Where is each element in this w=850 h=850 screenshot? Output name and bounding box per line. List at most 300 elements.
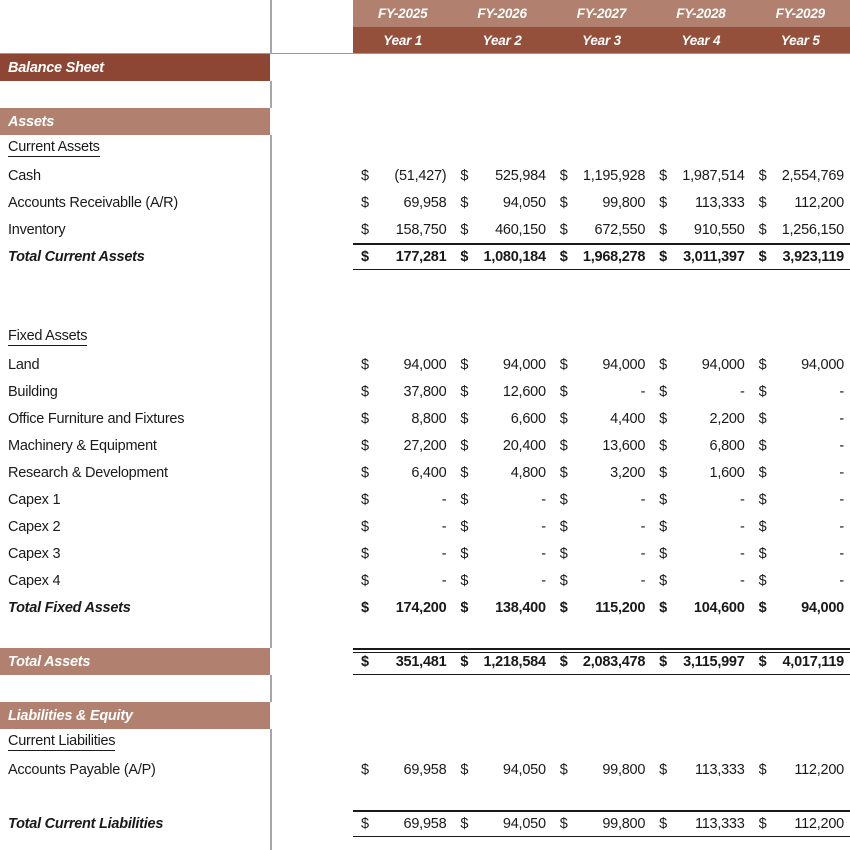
row-label-empty [0, 783, 270, 810]
value-text: 138,400 [495, 599, 546, 616]
value-cell [452, 189, 551, 216]
value-text: 1,195,928 [582, 167, 646, 184]
value-text: 6,800 [709, 437, 745, 454]
value-text: 4,400 [610, 410, 646, 427]
currency-symbol: $ [659, 248, 667, 265]
value-text: - [441, 491, 447, 508]
value-text: 3,011,397 [683, 248, 745, 265]
value-text: 351,481 [395, 653, 447, 670]
value-cell [452, 540, 551, 567]
currency-symbol: $ [460, 518, 469, 535]
row-values-empty [270, 81, 850, 108]
header-fy-5: FY-2029 [751, 0, 850, 27]
row-label-empty [0, 81, 270, 108]
value-text: 113,333 [694, 815, 745, 832]
value-cell [452, 351, 551, 378]
currency-symbol: $ [559, 194, 568, 211]
value-text: 99,800 [602, 815, 646, 832]
row-label [0, 135, 270, 162]
value-cell [353, 648, 452, 675]
row-values-empty [270, 729, 850, 756]
header-fy-1: FY-2025 [353, 0, 452, 27]
value-text: - [839, 383, 844, 400]
row-values [270, 486, 850, 513]
row-values-empty [270, 270, 850, 297]
banner-balance-sheet [0, 54, 850, 81]
value-cell [452, 648, 551, 675]
value-text: - [739, 545, 745, 562]
value-cell [751, 567, 850, 594]
row-label-text: Total Assets [8, 653, 91, 670]
currency-symbol: $ [361, 221, 369, 238]
row-label [0, 189, 270, 216]
row-values [270, 594, 850, 621]
row-fixed-asset [0, 351, 850, 378]
currency-symbol: $ [659, 653, 667, 670]
row-label-text: Inventory [8, 221, 66, 238]
value-text: 6,600 [510, 410, 546, 427]
currency-symbol: $ [460, 653, 469, 670]
row-values [270, 189, 850, 216]
row-values [270, 378, 850, 405]
value-text: 6,400 [411, 464, 447, 481]
currency-symbol: $ [361, 248, 369, 265]
heading-current-liabilities [0, 729, 850, 756]
value-text: 69,958 [403, 761, 447, 778]
value-cell [651, 405, 750, 432]
value-cell [751, 540, 850, 567]
value-cell [452, 459, 551, 486]
value-cell [751, 432, 850, 459]
value-cell [353, 567, 452, 594]
value-cell [751, 189, 850, 216]
currency-symbol: $ [659, 464, 667, 481]
currency-symbol: $ [559, 383, 568, 400]
row-fixed-asset [0, 540, 850, 567]
row-label [0, 162, 270, 189]
value-text: 1,218,584 [483, 653, 546, 670]
value-cell [552, 513, 651, 540]
currency-symbol: $ [361, 464, 369, 481]
currency-symbol: $ [460, 437, 469, 454]
currency-symbol: $ [758, 167, 767, 184]
currency-symbol: $ [659, 572, 667, 589]
row-label-text: Assets [8, 113, 55, 130]
value-text: 94,050 [502, 815, 546, 832]
value-cell [751, 216, 850, 243]
row-values [270, 243, 850, 270]
value-cell [353, 162, 452, 189]
row-values-empty [270, 324, 850, 351]
value-cell [651, 486, 750, 513]
value-text: - [839, 437, 844, 454]
row-label [0, 405, 270, 432]
value-cell [353, 189, 452, 216]
row-current-liability [0, 756, 850, 783]
currency-symbol: $ [659, 167, 667, 184]
value-text: 104,600 [693, 599, 745, 616]
spacer-row [0, 675, 850, 702]
row-label [0, 702, 270, 729]
value-cell [651, 243, 750, 270]
currency-symbol: $ [758, 437, 767, 454]
value-text: (51,427) [394, 167, 447, 184]
currency-symbol: $ [758, 194, 767, 211]
value-cell [452, 567, 551, 594]
value-cell [751, 648, 850, 675]
value-text: 1,968,278 [582, 248, 646, 265]
heading-fixed-assets [0, 324, 850, 351]
currency-symbol: $ [659, 599, 667, 616]
value-cell [751, 810, 850, 837]
row-label [0, 810, 270, 837]
value-cell [353, 513, 452, 540]
value-cell [452, 486, 551, 513]
row-label [0, 378, 270, 405]
row-values-empty [270, 783, 850, 810]
value-text: - [640, 545, 646, 562]
value-text: 69,958 [403, 815, 447, 832]
row-values [270, 216, 850, 243]
row-total-fixed-assets [0, 594, 850, 621]
value-cell [552, 162, 651, 189]
value-cell [552, 594, 651, 621]
currency-symbol: $ [361, 383, 369, 400]
currency-symbol: $ [361, 572, 369, 589]
value-cell [353, 405, 452, 432]
sheet-rows [0, 54, 850, 837]
value-text: 1,987,514 [682, 167, 745, 184]
value-cell [751, 594, 850, 621]
currency-symbol: $ [758, 572, 767, 589]
value-text: 3,923,119 [782, 248, 844, 265]
value-text: 69,958 [403, 194, 447, 211]
header-fy-3: FY-2027 [552, 0, 651, 27]
value-text: 4,017,119 [782, 653, 844, 670]
row-label-text: Capex 2 [8, 518, 61, 535]
value-cell [751, 513, 850, 540]
value-cell [651, 459, 750, 486]
value-cell [452, 594, 551, 621]
value-text: - [739, 572, 745, 589]
value-cell [452, 243, 551, 270]
value-cell [353, 594, 452, 621]
row-label [0, 540, 270, 567]
value-text: 113,333 [694, 761, 745, 778]
row-values-empty [270, 675, 850, 702]
value-text: 12,600 [502, 383, 546, 400]
value-text: - [441, 572, 447, 589]
value-cell [651, 540, 750, 567]
value-text: 1,080,184 [483, 248, 546, 265]
currency-symbol: $ [559, 410, 568, 427]
value-cell [751, 162, 850, 189]
currency-symbol: $ [659, 815, 667, 832]
value-cell [552, 648, 651, 675]
column-header-band [0, 0, 850, 54]
period-header-grid [353, 0, 850, 54]
currency-symbol: $ [361, 815, 369, 832]
currency-symbol: $ [460, 464, 469, 481]
value-cell [552, 540, 651, 567]
row-label-text: Balance Sheet [8, 59, 104, 76]
row-values-empty [270, 621, 850, 648]
currency-symbol: $ [758, 383, 767, 400]
value-cell [651, 432, 750, 459]
currency-symbol: $ [460, 545, 469, 562]
value-text: 94,000 [801, 599, 844, 616]
value-text: - [640, 383, 646, 400]
value-cell [452, 405, 551, 432]
value-cell [452, 810, 551, 837]
currency-symbol: $ [659, 194, 667, 211]
value-text: - [441, 545, 447, 562]
spacer-row [0, 270, 850, 297]
currency-symbol: $ [659, 545, 667, 562]
value-text: 113,333 [694, 194, 745, 211]
value-cell [552, 432, 651, 459]
value-text: - [739, 491, 745, 508]
value-text: 174,200 [395, 599, 447, 616]
currency-symbol: $ [460, 248, 469, 265]
row-label [0, 648, 270, 675]
value-text: 2,554,769 [781, 167, 844, 184]
spacer-row [0, 297, 850, 324]
row-label [0, 54, 270, 81]
row-values [270, 432, 850, 459]
currency-symbol: $ [559, 599, 568, 616]
header-fy-2: FY-2026 [452, 0, 551, 27]
row-values-empty [270, 54, 850, 81]
currency-symbol: $ [758, 221, 767, 238]
row-label-text: Capex 1 [8, 491, 61, 508]
row-current-asset [0, 162, 850, 189]
value-text: 1,256,150 [781, 221, 844, 238]
row-label-empty [0, 675, 270, 702]
row-label-text: Accounts Receivablle (A/R) [8, 194, 178, 211]
value-cell [353, 243, 452, 270]
row-label-text: Total Fixed Assets [8, 599, 131, 616]
header-year-1: Year 1 [353, 27, 452, 54]
value-text: 94,000 [502, 356, 546, 373]
spacer-row [0, 81, 850, 108]
value-text: 115,200 [595, 599, 646, 616]
currency-symbol: $ [361, 761, 369, 778]
row-label-text: Accounts Payable (A/P) [8, 761, 156, 778]
row-label-text: Cash [8, 167, 41, 184]
value-text: - [839, 518, 844, 535]
value-cell [452, 162, 551, 189]
value-cell [751, 756, 850, 783]
currency-symbol: $ [659, 410, 667, 427]
value-cell [353, 459, 452, 486]
value-cell [552, 486, 651, 513]
row-label [0, 459, 270, 486]
row-label-text: Current Assets [8, 139, 100, 156]
value-cell [353, 216, 452, 243]
value-text: - [839, 491, 844, 508]
row-label [0, 324, 270, 351]
value-text: - [839, 572, 844, 589]
row-label-text: Liabilities & Equity [8, 707, 133, 724]
row-label-empty [0, 270, 270, 297]
value-cell [552, 351, 651, 378]
value-text: 13,600 [602, 437, 646, 454]
row-label [0, 756, 270, 783]
value-cell [353, 378, 452, 405]
row-label-text: Total Current Assets [8, 248, 145, 265]
header-year-2: Year 2 [452, 27, 551, 54]
row-total-current-assets [0, 243, 850, 270]
value-text: 112,200 [794, 194, 844, 211]
currency-symbol: $ [361, 167, 369, 184]
currency-symbol: $ [758, 464, 767, 481]
row-label-text: Building [8, 383, 58, 400]
value-text: 2,200 [709, 410, 745, 427]
currency-symbol: $ [361, 491, 369, 508]
value-cell [353, 756, 452, 783]
currency-symbol: $ [559, 437, 568, 454]
value-text: 94,050 [502, 761, 546, 778]
row-fixed-asset [0, 459, 850, 486]
currency-symbol: $ [460, 221, 469, 238]
row-values [270, 810, 850, 837]
currency-symbol: $ [460, 761, 469, 778]
currency-symbol: $ [559, 572, 568, 589]
row-label-text: Office Furniture and Fixtures [8, 410, 185, 427]
row-label-text: Research & Development [8, 464, 168, 481]
row-label-text: Current Liabilities [8, 733, 116, 750]
value-text: 177,281 [395, 248, 447, 265]
value-cell [552, 567, 651, 594]
value-cell [353, 540, 452, 567]
currency-symbol: $ [758, 653, 767, 670]
value-cell [651, 162, 750, 189]
currency-symbol: $ [460, 572, 469, 589]
row-label [0, 432, 270, 459]
value-cell [452, 378, 551, 405]
value-text: 1,600 [709, 464, 745, 481]
value-text: 672,550 [594, 221, 646, 238]
value-text: - [839, 545, 844, 562]
currency-symbol: $ [659, 383, 667, 400]
value-text: - [640, 518, 646, 535]
currency-symbol: $ [361, 356, 369, 373]
currency-symbol: $ [460, 599, 469, 616]
row-total-current-liabilities [0, 810, 850, 837]
currency-symbol: $ [559, 491, 568, 508]
row-label [0, 243, 270, 270]
row-label [0, 108, 270, 135]
row-fixed-asset [0, 567, 850, 594]
row-values [270, 756, 850, 783]
value-text: 3,115,997 [683, 653, 745, 670]
value-text: 158,750 [395, 221, 447, 238]
value-cell [751, 486, 850, 513]
currency-symbol: $ [659, 491, 667, 508]
row-fixed-asset [0, 513, 850, 540]
currency-symbol: $ [361, 599, 369, 616]
currency-symbol: $ [758, 356, 767, 373]
row-label [0, 729, 270, 756]
currency-symbol: $ [559, 653, 568, 670]
row-values-empty [270, 297, 850, 324]
value-text: - [839, 464, 844, 481]
value-text: - [541, 545, 546, 562]
row-label-text: Capex 4 [8, 572, 61, 589]
currency-symbol: $ [659, 437, 667, 454]
currency-symbol: $ [758, 518, 767, 535]
heading-current-assets [0, 135, 850, 162]
value-text: - [441, 518, 447, 535]
row-label [0, 594, 270, 621]
value-cell [552, 243, 651, 270]
value-text: - [640, 572, 646, 589]
currency-symbol: $ [758, 761, 767, 778]
currency-symbol: $ [559, 356, 568, 373]
value-text: - [541, 518, 546, 535]
currency-symbol: $ [758, 248, 767, 265]
currency-symbol: $ [460, 491, 469, 508]
value-cell [552, 405, 651, 432]
currency-symbol: $ [361, 437, 369, 454]
value-text: 910,550 [693, 221, 745, 238]
row-bottom-rule [353, 836, 850, 838]
header-year-5: Year 5 [751, 27, 850, 54]
currency-symbol: $ [559, 815, 568, 832]
value-text: - [739, 518, 745, 535]
value-cell [751, 243, 850, 270]
value-text: 112,200 [794, 815, 844, 832]
currency-symbol: $ [361, 545, 369, 562]
value-text: 99,800 [602, 761, 646, 778]
currency-symbol: $ [659, 761, 667, 778]
spacer-row [0, 621, 850, 648]
value-cell [651, 567, 750, 594]
row-fixed-asset [0, 486, 850, 513]
value-cell [552, 459, 651, 486]
value-cell [651, 378, 750, 405]
value-text: 99,800 [602, 194, 646, 211]
value-cell [651, 351, 750, 378]
value-text: - [541, 572, 546, 589]
value-cell [651, 594, 750, 621]
row-label-text: Capex 3 [8, 545, 61, 562]
value-cell [552, 810, 651, 837]
value-text: 8,800 [411, 410, 447, 427]
value-cell [751, 378, 850, 405]
row-label [0, 351, 270, 378]
currency-symbol: $ [559, 464, 568, 481]
currency-symbol: $ [758, 815, 767, 832]
value-cell [751, 459, 850, 486]
value-text: - [640, 491, 646, 508]
header-fy-4: FY-2028 [651, 0, 750, 27]
value-text: 20,400 [502, 437, 546, 454]
value-text: 37,800 [403, 383, 447, 400]
currency-symbol: $ [758, 410, 767, 427]
banner-liabilities-equity [0, 702, 850, 729]
currency-symbol: $ [361, 653, 369, 670]
row-fixed-asset [0, 432, 850, 459]
value-text: 460,150 [495, 221, 546, 238]
currency-symbol: $ [758, 599, 767, 616]
currency-symbol: $ [361, 194, 369, 211]
value-cell [552, 189, 651, 216]
row-label-text: Total Current Liabilities [8, 815, 164, 832]
currency-symbol: $ [559, 545, 568, 562]
value-text: 94,000 [801, 356, 844, 373]
